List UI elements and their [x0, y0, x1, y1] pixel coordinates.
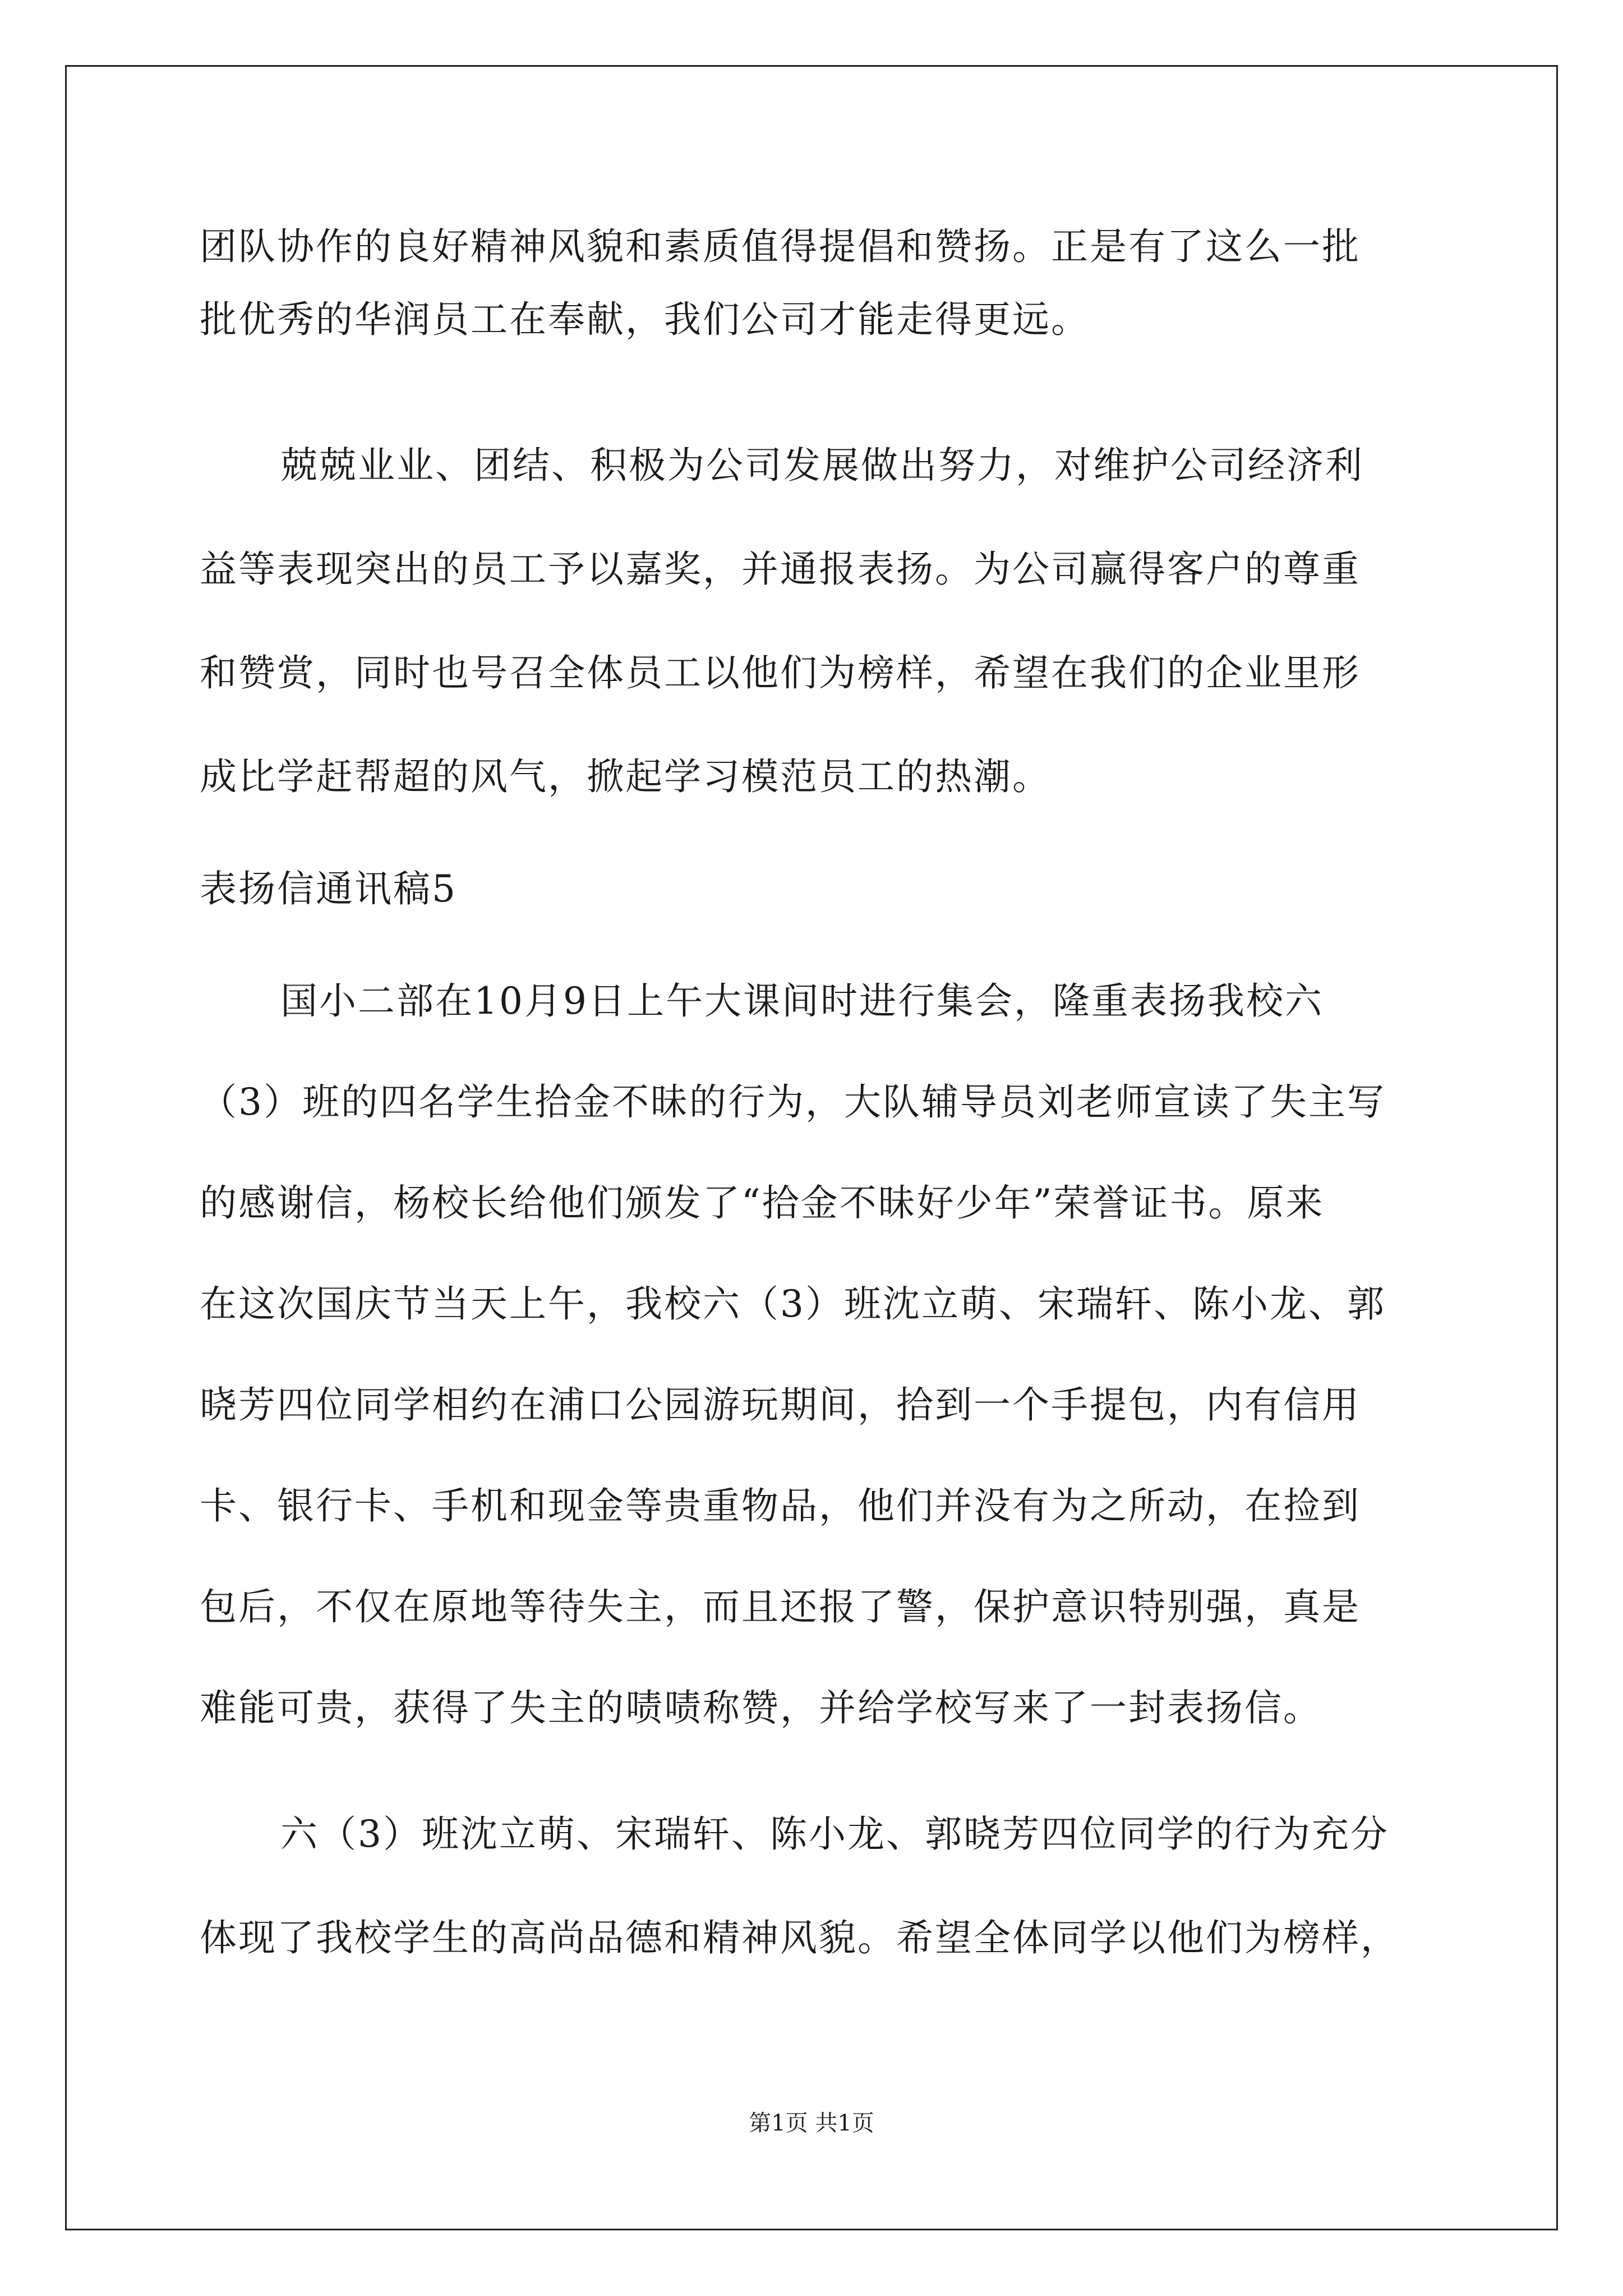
- paragraph-2-line-3: 和赞赏，同时也号召全体员工以他们为榜样，希望在我们的企业里形: [200, 651, 1361, 694]
- section-paragraph-1-line-7: 包后，不仅在原地等待失主，而且还报了警，保护意识特别强，真是: [200, 1585, 1361, 1628]
- section-paragraph-2-line-1: 六（3）班沈立萌、宋瑞轩、陈小龙、郭晓芳四位同学的行为充分: [280, 1812, 1389, 1856]
- paragraph-1-line-1: 团队协作的良好精神风貌和素质值得提倡和赞扬。正是有了这么一批: [200, 225, 1361, 268]
- paragraph-1-line-2: 批优秀的华润员工在奉献，我们公司才能走得更远。: [200, 298, 1090, 341]
- section-paragraph-2-line-2: 体现了我校学生的高尚品德和精神风貌。希望全体同学以他们为榜样，: [200, 1916, 1399, 1959]
- section-paragraph-1-line-6: 卡、银行卡、手机和现金等贵重物品，他们并没有为之所动，在捡到: [200, 1484, 1361, 1527]
- section-paragraph-1-line-2: （3）班的四名学生拾金不昧的行为，大队辅导员刘老师宣读了失主写: [200, 1080, 1386, 1124]
- section-paragraph-1-line-1: 国小二部在10月9日上午大课间时进行集会，隆重表扬我校六: [280, 979, 1324, 1023]
- section-heading: 表扬信通讯稿5: [200, 867, 457, 910]
- paragraph-2-line-4: 成比学赶帮超的风气，掀起学习模范员工的热潮。: [200, 755, 1051, 798]
- paragraph-2-line-1: 兢兢业业、团结、积极为公司发展做出努力，对维护公司经济利: [280, 444, 1364, 487]
- page-footer: 第1页 共1页: [749, 2110, 874, 2136]
- section-paragraph-1-line-4: 在这次国庆节当天上午，我校六（3）班沈立萌、宋瑞轩、陈小龙、郭: [200, 1282, 1386, 1326]
- section-paragraph-1-line-5: 晓芳四位同学相约在浦口公园游玩期间，拾到一个手提包，内有信用: [200, 1383, 1361, 1427]
- page-border: [65, 65, 1558, 2230]
- section-paragraph-1-line-3: 的感谢信，杨校长给他们颁发了“拾金不昧好少年”荣誉证书。原来: [200, 1181, 1325, 1225]
- paragraph-2-line-2: 益等表现突出的员工予以嘉奖，并通报表扬。为公司赢得客户的尊重: [200, 547, 1361, 591]
- section-paragraph-1-line-8: 难能可贵，获得了失主的啧啧称赞，并给学校写来了一封表扬信。: [200, 1686, 1322, 1729]
